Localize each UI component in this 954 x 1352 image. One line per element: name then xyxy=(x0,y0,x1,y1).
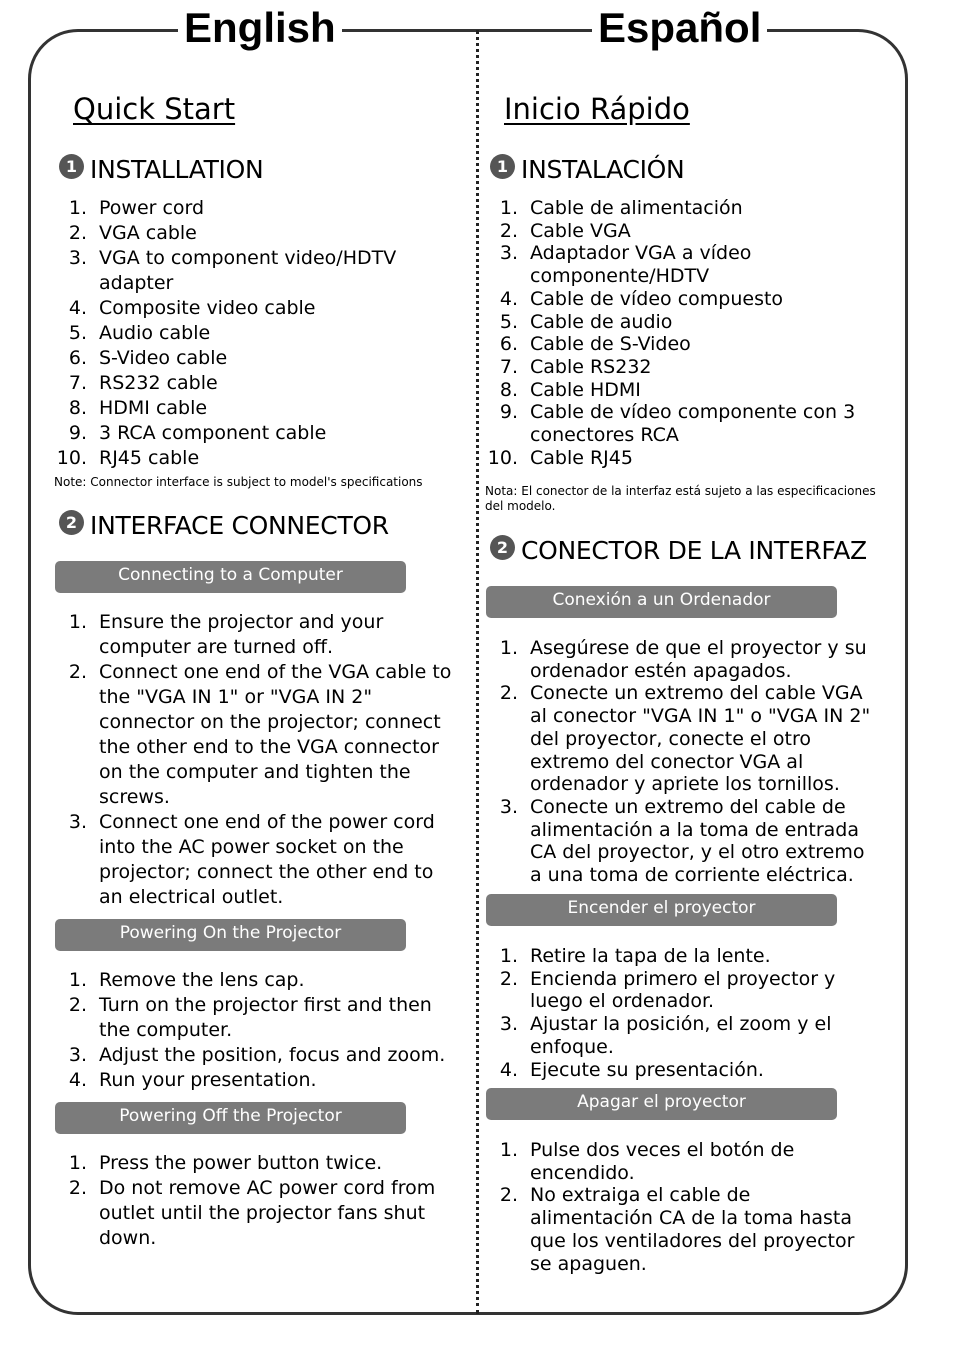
step-1-badge-icon: 1 xyxy=(490,154,515,179)
english-connect-list xyxy=(43,610,463,910)
list-item-text: Ejecute su presentación. xyxy=(530,1058,764,1081)
list-item-text: Ensure the projector and your computer are turned off. xyxy=(99,611,384,658)
list-item xyxy=(43,221,463,246)
step-1-badge-icon: 1 xyxy=(59,154,84,179)
list-item-number: 2. xyxy=(499,967,518,990)
list-item-number: 2. xyxy=(499,1184,518,1207)
list-item-text: 3 RCA component cable xyxy=(99,422,327,444)
list-item-text: Cable RJ45 xyxy=(530,446,633,469)
list-item-text: Remove the lens cap. xyxy=(99,969,305,991)
spanish-installation-header xyxy=(490,155,684,185)
list-item-number: 6. xyxy=(499,333,518,356)
spanish-interface-header xyxy=(490,536,867,566)
list-item-text: Cable HDMI xyxy=(530,378,641,401)
list-item-number: 1. xyxy=(499,945,518,967)
list-item-text: Conecte un extremo del cable de alimentación a la toma de entrada CA del proyector, y el otro extremo a una toma de corriente eléctrica. xyxy=(530,795,865,887)
english-interface-title: INTERFACE CONNECTOR xyxy=(90,511,389,540)
list-item-number: 9. xyxy=(68,422,87,444)
list-item xyxy=(43,1176,463,1251)
list-item-text: Do not remove AC power cord from outlet until the projector fans shut down. xyxy=(99,1177,436,1249)
spanish-connect-list xyxy=(474,637,879,887)
list-item-text: Cable de vídeo compuesto xyxy=(530,287,784,310)
list-item-number: 2. xyxy=(68,222,87,244)
spanish-heading: Español xyxy=(592,4,767,52)
list-item xyxy=(43,1043,463,1068)
list-item-text: Power cord xyxy=(99,197,205,219)
list-item-text: Cable VGA xyxy=(530,219,631,242)
list-item xyxy=(43,196,463,221)
list-item-text: Audio cable xyxy=(99,322,211,344)
list-item-number: 8. xyxy=(68,397,87,419)
list-item-text: RS232 cable xyxy=(99,372,218,394)
list-item-number: 3. xyxy=(499,795,518,818)
list-item xyxy=(43,446,463,471)
list-item-number: 1. xyxy=(68,1152,87,1174)
spanish-installation-title: INSTALACIÓN xyxy=(521,155,685,184)
english-installation-note: Note: Connector interface is subject to model's specifications xyxy=(54,475,423,489)
list-item-text: HDMI cable xyxy=(99,397,208,419)
list-item xyxy=(474,447,879,470)
english-installation-title: INSTALLATION xyxy=(90,155,264,184)
list-item xyxy=(43,660,463,810)
list-item-text: Pulse dos veces el botón de encendido. xyxy=(530,1139,795,1184)
list-item xyxy=(474,1184,879,1275)
list-item xyxy=(43,810,463,910)
list-item-text: Conecte un extremo del cable VGA al conector "VGA IN 1" o "VGA IN 2" del proyector, conecte el otro extremo del conector VGA al ordenador y apriete los tornillos. xyxy=(530,682,871,796)
list-item-number: 1. xyxy=(68,611,87,633)
list-item xyxy=(43,968,463,993)
list-item-text: VGA cable xyxy=(99,222,197,244)
list-item-text: RJ45 cable xyxy=(99,447,200,469)
list-item-text: Cable RS232 xyxy=(530,355,652,378)
list-item-text: Retire la tapa de la lente. xyxy=(530,945,771,967)
list-item-number: 1. xyxy=(499,197,518,219)
english-power-on-bar: Powering On the Projector xyxy=(55,919,406,951)
spanish-installation-note: Nota: El conector de la interfaz está sujeto a las especificaciones del modelo. xyxy=(485,484,876,513)
list-item xyxy=(43,610,463,660)
list-item-number: 2. xyxy=(68,994,87,1016)
list-item-number: 4. xyxy=(68,1069,87,1091)
english-power-off-bar: Powering Off the Projector xyxy=(55,1102,406,1134)
list-item-number: 10. xyxy=(56,447,87,469)
list-item xyxy=(474,968,879,1013)
list-item xyxy=(474,311,879,334)
english-power-off-list xyxy=(43,1151,463,1251)
list-item xyxy=(474,796,879,887)
list-item-number: 3. xyxy=(68,811,87,833)
list-item xyxy=(474,220,879,243)
list-item-number: 2. xyxy=(68,1177,87,1199)
step-2-badge-icon: 2 xyxy=(490,535,515,560)
step-2-badge-icon: 2 xyxy=(59,510,84,535)
list-item-number: 3. xyxy=(68,247,87,269)
spanish-power-on-list xyxy=(474,945,879,1081)
list-item xyxy=(474,197,879,220)
list-item xyxy=(43,1151,463,1176)
list-item xyxy=(43,321,463,346)
list-item xyxy=(43,421,463,446)
list-item-number: 2. xyxy=(499,219,518,242)
english-installation-header xyxy=(59,155,263,185)
list-item-number: 7. xyxy=(68,372,87,394)
list-item-text: Cable de S-Video xyxy=(530,333,691,356)
spanish-power-off-list xyxy=(474,1139,879,1275)
list-item-text: Adjust the position, focus and zoom. xyxy=(99,1044,446,1066)
list-item-text: Cable de vídeo componente con 3 conectores RCA xyxy=(530,401,856,447)
list-item-number: 4. xyxy=(68,297,87,319)
list-item-text: Run your presentation. xyxy=(99,1069,317,1091)
list-item-number: 1. xyxy=(499,637,518,659)
list-item xyxy=(474,1139,879,1184)
english-installation-list xyxy=(43,196,463,471)
list-item xyxy=(474,333,879,356)
list-item xyxy=(43,346,463,371)
spanish-installation-list xyxy=(474,197,879,469)
list-item-text: Connect one end of the power cord into the AC power socket on the projector; connect the other end to an electrical outlet. xyxy=(99,811,435,908)
list-item-number: 5. xyxy=(68,322,87,344)
list-item xyxy=(474,1059,879,1082)
list-item xyxy=(474,682,879,796)
list-item-number: 2. xyxy=(499,682,518,705)
spanish-power-on-bar: Encender el proyector xyxy=(486,894,837,926)
english-power-on-list xyxy=(43,968,463,1093)
list-item xyxy=(474,379,879,402)
list-item-text: Asegúrese de que el proyector y su ordenador estén apagados. xyxy=(530,637,867,682)
list-item-text: No extraiga el cable de alimentación CA de la toma hasta que los ventiladores del proyector se apaguen. xyxy=(530,1184,855,1275)
english-connect-bar: Connecting to a Computer xyxy=(55,561,406,593)
list-item xyxy=(474,288,879,311)
list-item xyxy=(43,246,463,296)
list-item xyxy=(43,371,463,396)
list-item xyxy=(43,296,463,321)
list-item-number: 2. xyxy=(68,661,87,683)
list-item-number: 6. xyxy=(68,347,87,369)
list-item xyxy=(474,1013,879,1058)
list-item-number: 8. xyxy=(499,378,518,401)
list-item-number: 4. xyxy=(499,287,518,310)
list-item-text: S-Video cable xyxy=(99,347,228,369)
list-item xyxy=(43,993,463,1043)
list-item-text: VGA to component video/HDTV adapter xyxy=(99,247,397,294)
list-item-number: 4. xyxy=(499,1058,518,1081)
list-item-text: Ajustar la posición, el zoom y el enfoque. xyxy=(530,1013,832,1058)
list-item-number: 1. xyxy=(68,969,87,991)
list-item-number: 10. xyxy=(487,446,518,469)
list-item-text: Turn on the projector first and then the computer. xyxy=(99,994,432,1041)
list-item xyxy=(474,356,879,379)
english-interface-header xyxy=(59,511,389,541)
english-heading: English xyxy=(178,4,342,52)
spanish-power-off-bar: Apagar el proyector xyxy=(486,1088,837,1120)
list-item-text: Adaptador VGA a vídeo componente/HDTV xyxy=(530,242,752,288)
english-quick-start-title: Quick Start xyxy=(73,92,236,126)
list-item-number: 3. xyxy=(499,242,518,265)
list-item-number: 1. xyxy=(499,1139,518,1161)
list-item xyxy=(474,945,879,968)
list-item-number: 7. xyxy=(499,355,518,378)
list-item xyxy=(43,396,463,421)
list-item-text: Cable de alimentación xyxy=(530,197,743,219)
list-item-number: 5. xyxy=(499,310,518,333)
list-item-text: Press the power button twice. xyxy=(99,1152,383,1174)
list-item-text: Encienda primero el proyector y luego el ordenador. xyxy=(530,967,836,1013)
spanish-interface-title: CONECTOR DE LA INTERFAZ xyxy=(521,536,867,565)
list-item xyxy=(474,242,879,287)
list-item-number: 3. xyxy=(499,1013,518,1036)
spanish-connect-bar: Conexión a un Ordenador xyxy=(486,586,837,618)
list-item-number: 3. xyxy=(68,1044,87,1066)
list-item-number: 1. xyxy=(68,197,87,219)
list-item-text: Cable de audio xyxy=(530,310,673,333)
list-item xyxy=(474,637,879,682)
list-item-text: Composite video cable xyxy=(99,297,316,319)
list-item xyxy=(43,1068,463,1093)
list-item-text: Connect one end of the VGA cable to the "VGA IN 1" or "VGA IN 2" connector on the projector; connect the other end to the VGA connector on the computer and tighten the screws. xyxy=(99,661,452,808)
list-item-number: 9. xyxy=(499,401,518,424)
spanish-quick-start-title: Inicio Rápido xyxy=(504,92,690,126)
list-item xyxy=(474,401,879,446)
